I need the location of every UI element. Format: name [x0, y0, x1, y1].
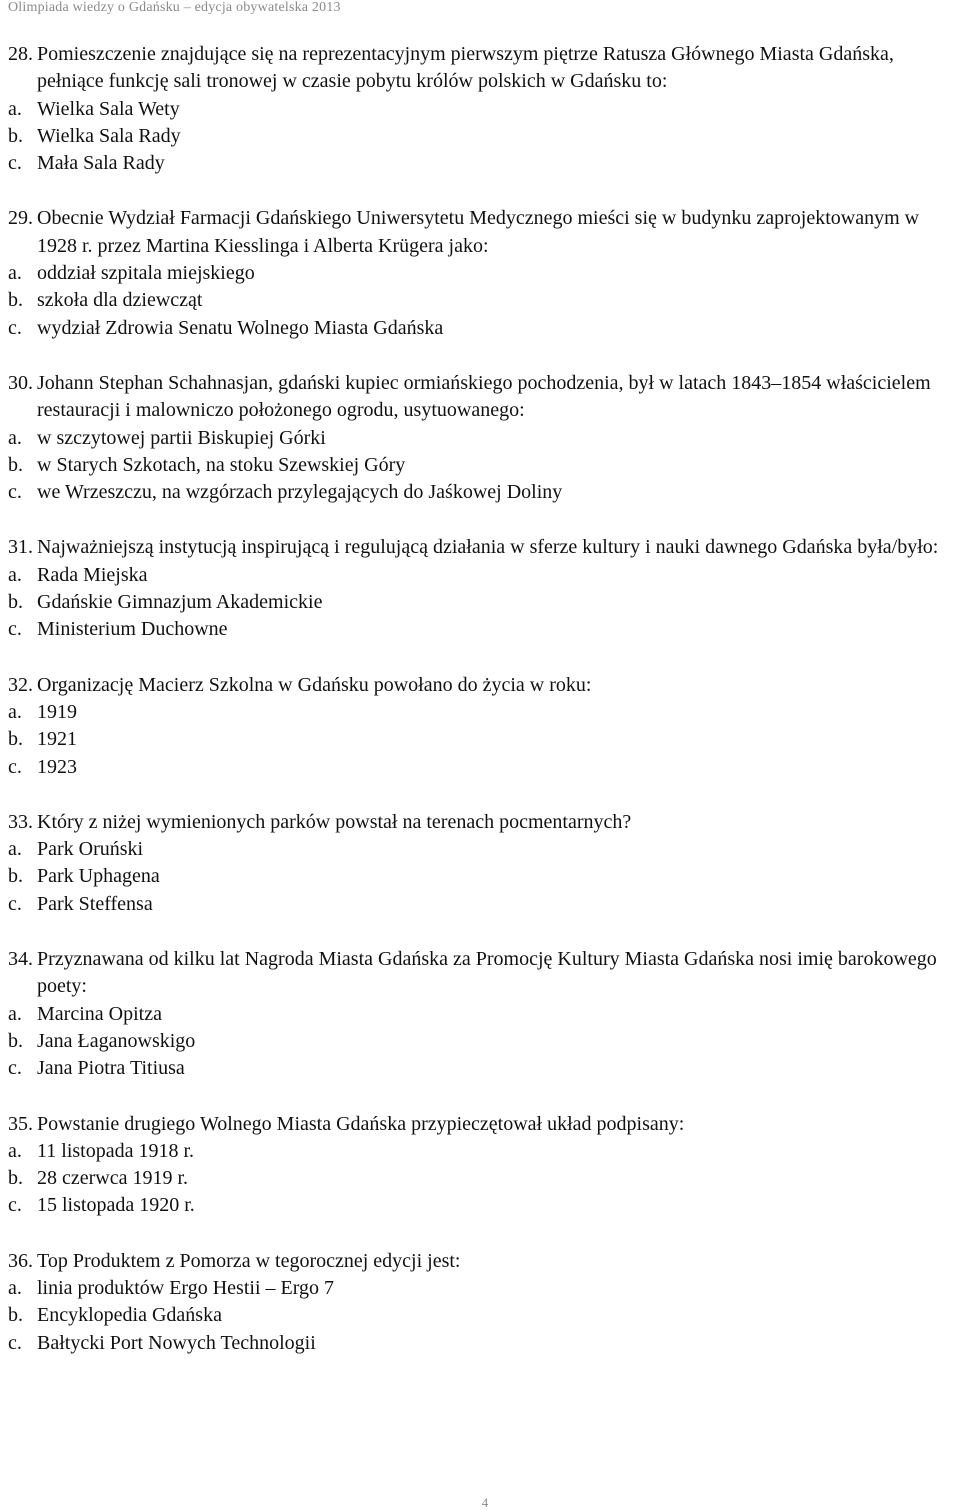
option-letter: a.: [8, 1276, 22, 1299]
answer-option: [8, 425, 954, 452]
question-text: Obecnie Wydział Farmacji Gdańskiego Uniwersytetu Medycznego mieści się w budynku zaprojektowanym w 1928 r. przez Martina Kiesslinga i Alberta Krügera jako:: [37, 207, 920, 257]
option-letter: b.: [8, 865, 23, 888]
option-letter: a.: [8, 262, 22, 285]
option-letter: b.: [8, 1304, 23, 1327]
question-stem: [8, 205, 954, 260]
answer-option: [8, 616, 954, 643]
option-text: Park Uphagena: [37, 865, 160, 888]
question-stem: [8, 370, 954, 425]
option-text: w szczytowej partii Biskupiej Górki: [37, 426, 326, 449]
answer-option: [8, 1001, 954, 1028]
option-letter: a.: [8, 97, 22, 120]
question-stem: [8, 534, 954, 561]
option-letter: b.: [8, 124, 23, 147]
question-31: [8, 534, 954, 643]
option-letter: b.: [8, 591, 23, 614]
question-text: Organizację Macierz Szkolna w Gdańsku powołano do życia w roku:: [37, 673, 592, 696]
question-text: Który z niżej wymienionych parków powstał na terenach pocmentarnych?: [37, 810, 632, 833]
question-text: Przyznawana od kilku lat Nagroda Miasta Gdańska za Promocję Kultury Miasta Gdańska nosi imię barokowego poety:: [37, 948, 937, 998]
option-text: Mała Sala Rady: [37, 152, 165, 175]
question-29: [8, 205, 954, 341]
option-text: oddział szpitala miejskiego: [37, 262, 255, 285]
question-stem: [8, 1248, 954, 1275]
answer-option: [8, 287, 954, 314]
question-list: [8, 41, 954, 1357]
option-letter: b.: [8, 289, 23, 312]
option-text: 1919: [37, 700, 77, 723]
option-text: Jana Piotra Titiusa: [37, 1057, 185, 1080]
option-letter: a.: [8, 838, 22, 861]
answer-option: [8, 754, 954, 781]
answer-option: [8, 1302, 954, 1329]
question-number: 28.: [8, 43, 33, 65]
question-36: [8, 1248, 954, 1357]
question-number: 29.: [8, 207, 33, 230]
option-text: we Wrzeszczu, na wzgórzach przylegających do Jaśkowej Doliny: [37, 481, 563, 504]
option-letter: c.: [8, 1057, 22, 1080]
option-letter: a.: [8, 1002, 22, 1025]
option-text: Marcina Opitza: [37, 1002, 162, 1025]
option-letter: c.: [8, 755, 22, 778]
answer-option: [8, 479, 954, 506]
option-letter: a.: [8, 1139, 22, 1162]
option-letter: a.: [8, 426, 22, 449]
answer-option: [8, 150, 954, 177]
option-text: 1921: [37, 728, 77, 751]
option-letter: c.: [8, 152, 22, 175]
option-letter: c.: [8, 892, 22, 915]
question-35: [8, 1111, 954, 1220]
option-letter: a.: [8, 563, 22, 586]
answer-option: [8, 260, 954, 287]
option-text: Bałtycki Port Nowych Technologii: [37, 1331, 316, 1354]
option-text: Wielka Sala Rady: [37, 124, 181, 147]
answer-option: [8, 699, 954, 726]
option-letter: b.: [8, 453, 23, 476]
option-text: Rada Miejska: [37, 563, 148, 586]
option-text: Park Oruński: [37, 838, 144, 861]
answer-option: [8, 863, 954, 890]
answer-option: [8, 589, 954, 616]
option-letter: c.: [8, 316, 22, 339]
option-letter: c.: [8, 618, 22, 641]
question-stem: [8, 946, 954, 1001]
option-text: linia produktów Ergo Hestii – Ergo 7: [37, 1276, 335, 1299]
option-text: Encyklopedia Gdańska: [37, 1304, 222, 1327]
question-text: Powstanie drugiego Wolnego Miasta Gdańska przypieczętował układ podpisany:: [37, 1112, 685, 1135]
option-letter: b.: [8, 1167, 23, 1190]
question-number: 36.: [8, 1249, 33, 1272]
question-text: Top Produktem z Pomorza w tegorocznej edycji jest:: [37, 1249, 461, 1272]
question-number: 30.: [8, 371, 33, 394]
option-letter: a.: [8, 700, 22, 723]
question-stem: [8, 41, 954, 96]
option-text: wydział Zdrowia Senatu Wolnego Miasta Gdańska: [37, 316, 444, 339]
question-30: [8, 370, 954, 506]
question-number: 34.: [8, 948, 33, 971]
page-number: 4: [481, 1495, 489, 1510]
question-stem: [8, 1111, 954, 1138]
answer-option: [8, 1192, 954, 1219]
answer-option: [8, 1330, 954, 1357]
question-33: [8, 809, 954, 918]
answer-option: [8, 1165, 954, 1192]
option-letter: b.: [8, 728, 23, 751]
question-text: Pomieszczenie znajdujące się na reprezentacyjnym pierwszym piętrze Ratusza Głównego Miasta Gdańska, pełniące funkcję sali tronowej w czasie pobytu królów polskich w Gdańsku to:: [37, 43, 894, 93]
option-letter: b.: [8, 1029, 23, 1052]
question-34: [8, 946, 954, 1082]
answer-option: [8, 1028, 954, 1055]
option-text: 15 listopada 1920 r.: [37, 1194, 195, 1217]
answer-option: [8, 1138, 954, 1165]
option-text: Jana Łaganowskigo: [37, 1029, 196, 1052]
answer-option: [8, 836, 954, 863]
option-text: w Starych Szkotach, na stoku Szewskiej Góry: [37, 453, 406, 476]
answer-option: [8, 96, 954, 123]
option-text: 28 czerwca 1919 r.: [37, 1167, 189, 1190]
question-number: 33.: [8, 810, 33, 833]
answer-option: [8, 1055, 954, 1082]
option-text: Wielka Sala Wety: [37, 97, 180, 120]
question-text: Najważniejszą instytucją inspirującą i regulującą działania w sferze kultury i nauki dawnego Gdańska była/było:: [37, 536, 939, 559]
answer-option: [8, 562, 954, 589]
option-text: 11 listopada 1918 r.: [37, 1139, 195, 1162]
answer-option: [8, 726, 954, 753]
question-stem: [8, 809, 954, 836]
question-number: 31.: [8, 536, 33, 559]
answer-option: [8, 452, 954, 479]
page-header: Olimpiada wiedzy o Gdańsku – edycja obywatelska 2013: [8, 0, 341, 15]
option-letter: c.: [8, 481, 22, 504]
option-letter: c.: [8, 1331, 22, 1354]
answer-option: [8, 123, 954, 150]
answer-option: [8, 1275, 954, 1302]
answer-option: [8, 891, 954, 918]
option-text: Park Steffensa: [37, 892, 153, 915]
option-text: Gdańskie Gimnazjum Akademickie: [37, 591, 323, 614]
question-number: 35.: [8, 1112, 33, 1135]
option-text: Ministerium Duchowne: [37, 618, 228, 641]
option-letter: c.: [8, 1194, 22, 1217]
question-28: [8, 41, 954, 177]
option-text: 1923: [37, 755, 77, 778]
question-32: [8, 672, 954, 781]
question-number: 32.: [8, 673, 33, 696]
question-text: Johann Stephan Schahnasjan, gdański kupiec ormiańskiego pochodzenia, był w latach 1843–1854 właścicielem restauracji i malowniczo położonego ogrodu, usytuowanego:: [37, 371, 931, 422]
answer-option: [8, 315, 954, 342]
question-stem: [8, 672, 954, 699]
option-text: szkoła dla dziewcząt: [37, 289, 203, 312]
